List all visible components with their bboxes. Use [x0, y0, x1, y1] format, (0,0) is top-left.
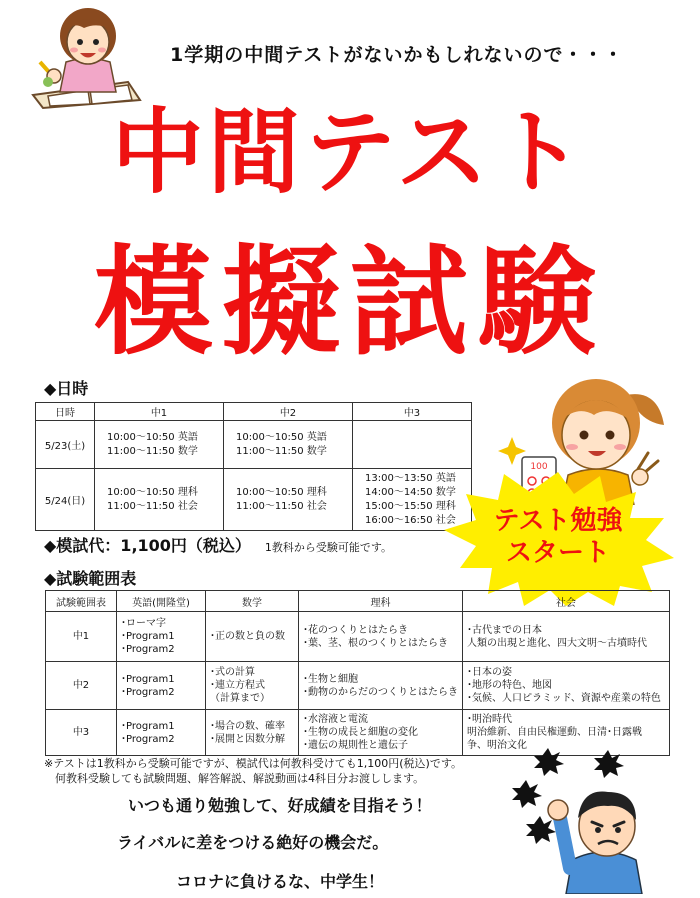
range-grade: 中3 [46, 710, 117, 756]
range-science: ･水溶液と電流 ･生物の成長と細胞の変化 ･遺伝の規則性と遺伝子 [299, 710, 463, 756]
schedule-cell: 10:00～10:50 理科 11:00～11:50 社会 [95, 469, 224, 531]
range-math: ･正の数と負の数 [206, 612, 299, 662]
range-header: 英語(開隆堂) [117, 591, 206, 612]
schedule-section-label: ◆日時 [44, 379, 89, 398]
schedule-header: 中2 [224, 403, 353, 421]
schedule-table [35, 402, 472, 531]
range-social: ･古代までの日本 人類の出現と進化、四大文明～古墳時代 [463, 612, 670, 662]
schedule-cell: 10:00～10:50 理科 11:00～11:50 社会 [224, 469, 353, 531]
fee-note: 1教科から受験可能です。 [264, 541, 393, 554]
slogan-1: いつも通り勉強して、好成績を目指そう！ [128, 796, 432, 815]
slogan-2: ライバルに差をつける絶好の機会だ。 [117, 833, 389, 852]
title-line-1: 中間テスト [111, 99, 589, 206]
range-english: ･Program1 ･Program2 [117, 710, 206, 756]
fee-label: ◆模試代：1,100円（税込） [44, 536, 251, 555]
study-start-burst [438, 468, 678, 608]
range-header: 数学 [206, 591, 299, 612]
range-social: ･明治時代 明治維新、自由民権運動、日清･日露戦 争、明治文化 [463, 710, 670, 756]
schedule-date: 5/24(日) [36, 469, 95, 531]
schedule-date: 5/23(土) [36, 421, 95, 469]
burst-line-2: スタート [505, 538, 610, 568]
range-science: ･花のつくりとはたらき ･葉、茎、根のつくりとはたらき [299, 612, 463, 662]
range-header: 理科 [299, 591, 463, 612]
table-row [36, 421, 472, 469]
schedule-header: 中3 [353, 403, 472, 421]
fee-line [44, 533, 392, 556]
girl-studying-illustration [28, 0, 143, 112]
footnote: ※テストは1教科から受験可能ですが、模試代は何教科受けても1,100円(税込)です。 何教科受験しても試験問題、解答解説、解説動画は4科目分お渡しします。 [44, 757, 462, 785]
range-header: 試験範囲表 [46, 591, 117, 612]
range-grade: 中2 [46, 662, 117, 710]
table-row [36, 469, 472, 531]
schedule-header: 日時 [36, 403, 95, 421]
svg-text:100: 100 [530, 462, 548, 472]
range-english: ･Program1 ･Program2 [117, 662, 206, 710]
slogan-3: コロナに負けるな、中学生！ [176, 872, 385, 891]
schedule-cell: 10:00～10:50 英語 11:00～11:50 数学 [224, 421, 353, 469]
schedule-cell [353, 421, 472, 469]
schedule-cell: 10:00～10:50 英語 11:00～11:50 数学 [95, 421, 224, 469]
table-row [46, 662, 670, 710]
range-grade: 中1 [46, 612, 117, 662]
range-math: ･場合の数、確率 ･展開と因数分解 [206, 710, 299, 756]
boy-angry-illustration [512, 748, 662, 894]
range-math: ･式の計算 ･連立方程式 （計算まで） [206, 662, 299, 710]
range-section-label: ◆試験範囲表 [44, 569, 137, 588]
subheading: 1学期の中間テストがないかもしれないので・・・ [170, 44, 624, 66]
schedule-cell: 13:00～13:50 英語 14:00～14:50 数学 15:00～15:50 理科 16:00～16:50 社会 [353, 469, 472, 531]
burst-line-1: テスト勉強 [493, 506, 623, 536]
schedule-header: 中1 [95, 403, 224, 421]
table-row [46, 612, 670, 662]
range-social: ･日本の姿 ･地形の特色、地図 ･気候、人口ピラミッド、資源や産業の特色 [463, 662, 670, 710]
range-english: ･ローマ字 ･Program1 ･Program2 [117, 612, 206, 662]
range-header: 社会 [463, 591, 670, 612]
range-table [45, 590, 670, 756]
title-line-2: 模擬試験 [93, 233, 606, 371]
range-science: ･生物と細胞 ･動物のからだのつくりとはたらき [299, 662, 463, 710]
